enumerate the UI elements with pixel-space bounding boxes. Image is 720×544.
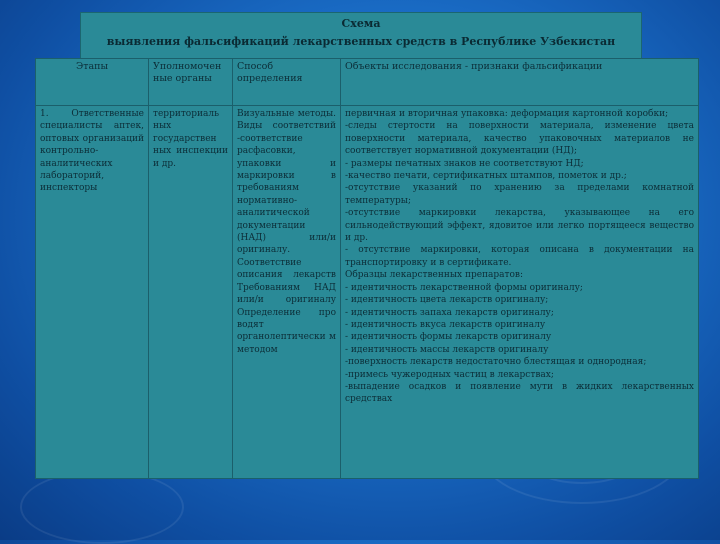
objects-line: - идентичность цвета лекарств оригиналу;: [345, 295, 549, 306]
objects-line: -примесь чужеродных частиц в лекарствах;: [345, 369, 554, 380]
objects-line: - идентичность формы лекарств оригиналу: [345, 332, 552, 343]
header-authorized-bodies: Уполномочен ные органы: [149, 59, 233, 106]
scheme-table: [35, 58, 699, 479]
objects-line: -качество печати, сертификатных штампов, пометок и др.;: [345, 171, 627, 182]
table-row: [36, 106, 699, 479]
objects-line: Образцы лекарственных препаратов:: [345, 270, 524, 281]
objects-line: -выпадение осадков и появление мути в жидких лекарственных средствах: [345, 381, 694, 405]
header-method: Способ определения: [233, 59, 341, 106]
objects-line: -следы стертости на поверхности материала, изменение цвета поверхности материала, качество упаковочных материалов не соответствует нормативной документации (НД);: [345, 121, 694, 157]
title-line-2: выявления фальсификаций лекарственных средств в Республике Узбекистан: [106, 35, 616, 48]
objects-line: -поверхность лекарств недостаточно блестящая и однородная;: [345, 357, 647, 368]
title-box: [80, 12, 642, 60]
objects-line: - отсутствие маркировки, которая описана в документации на транспортировку и в сертификате.: [345, 245, 694, 268]
title-line-1: Схема: [341, 17, 381, 30]
cell-method: Визуальные методы. Виды соответствий -соответствие расфасовки, упаковки и маркировки в требованиям нормативно-аналитической документации (НАД) или/и оригиналу. Соответствие описания лекарств Требованиям НАД или/и оригиналу Определение про водят органолептически м методом: [233, 106, 341, 479]
objects-line: - идентичность лекарственной формы оригиналу;: [345, 282, 583, 293]
objects-line: -отсутствие маркировки лекарства, указывающее на его сильнодействующий эффект, ядовитое или легко портящееся вещество и др.: [345, 208, 694, 244]
objects-line: -отсутствие указаний по хранению за пределами комнатной температуры;: [345, 183, 694, 206]
objects-line: - идентичность вкуса лекарств оригиналу: [345, 319, 546, 330]
objects-line: - идентичность массы лекарств оригиналу: [345, 344, 549, 355]
header-objects: Объекты исследования - признаки фальсификации: [341, 59, 699, 106]
objects-line: - идентичность запаха лекарств оригиналу;: [345, 307, 554, 318]
background-ripple: [20, 470, 184, 544]
objects-line: первичная и вторичная упаковка: деформация картонной коробки;: [345, 109, 669, 119]
header-stages: Этапы: [36, 59, 149, 106]
cell-authorized-bodies: территориаль ных государствен ных инспекции и др.: [149, 106, 233, 479]
cell-objects: [341, 106, 699, 479]
objects-line: - размеры печатных знаков не соответствуют НД;: [345, 158, 584, 169]
table-header-row: [36, 59, 699, 106]
cell-stages: 1. Ответственные специалисты аптек, оптовых организаций контрольно-аналитических лабораторий, инспекторы: [36, 106, 149, 479]
